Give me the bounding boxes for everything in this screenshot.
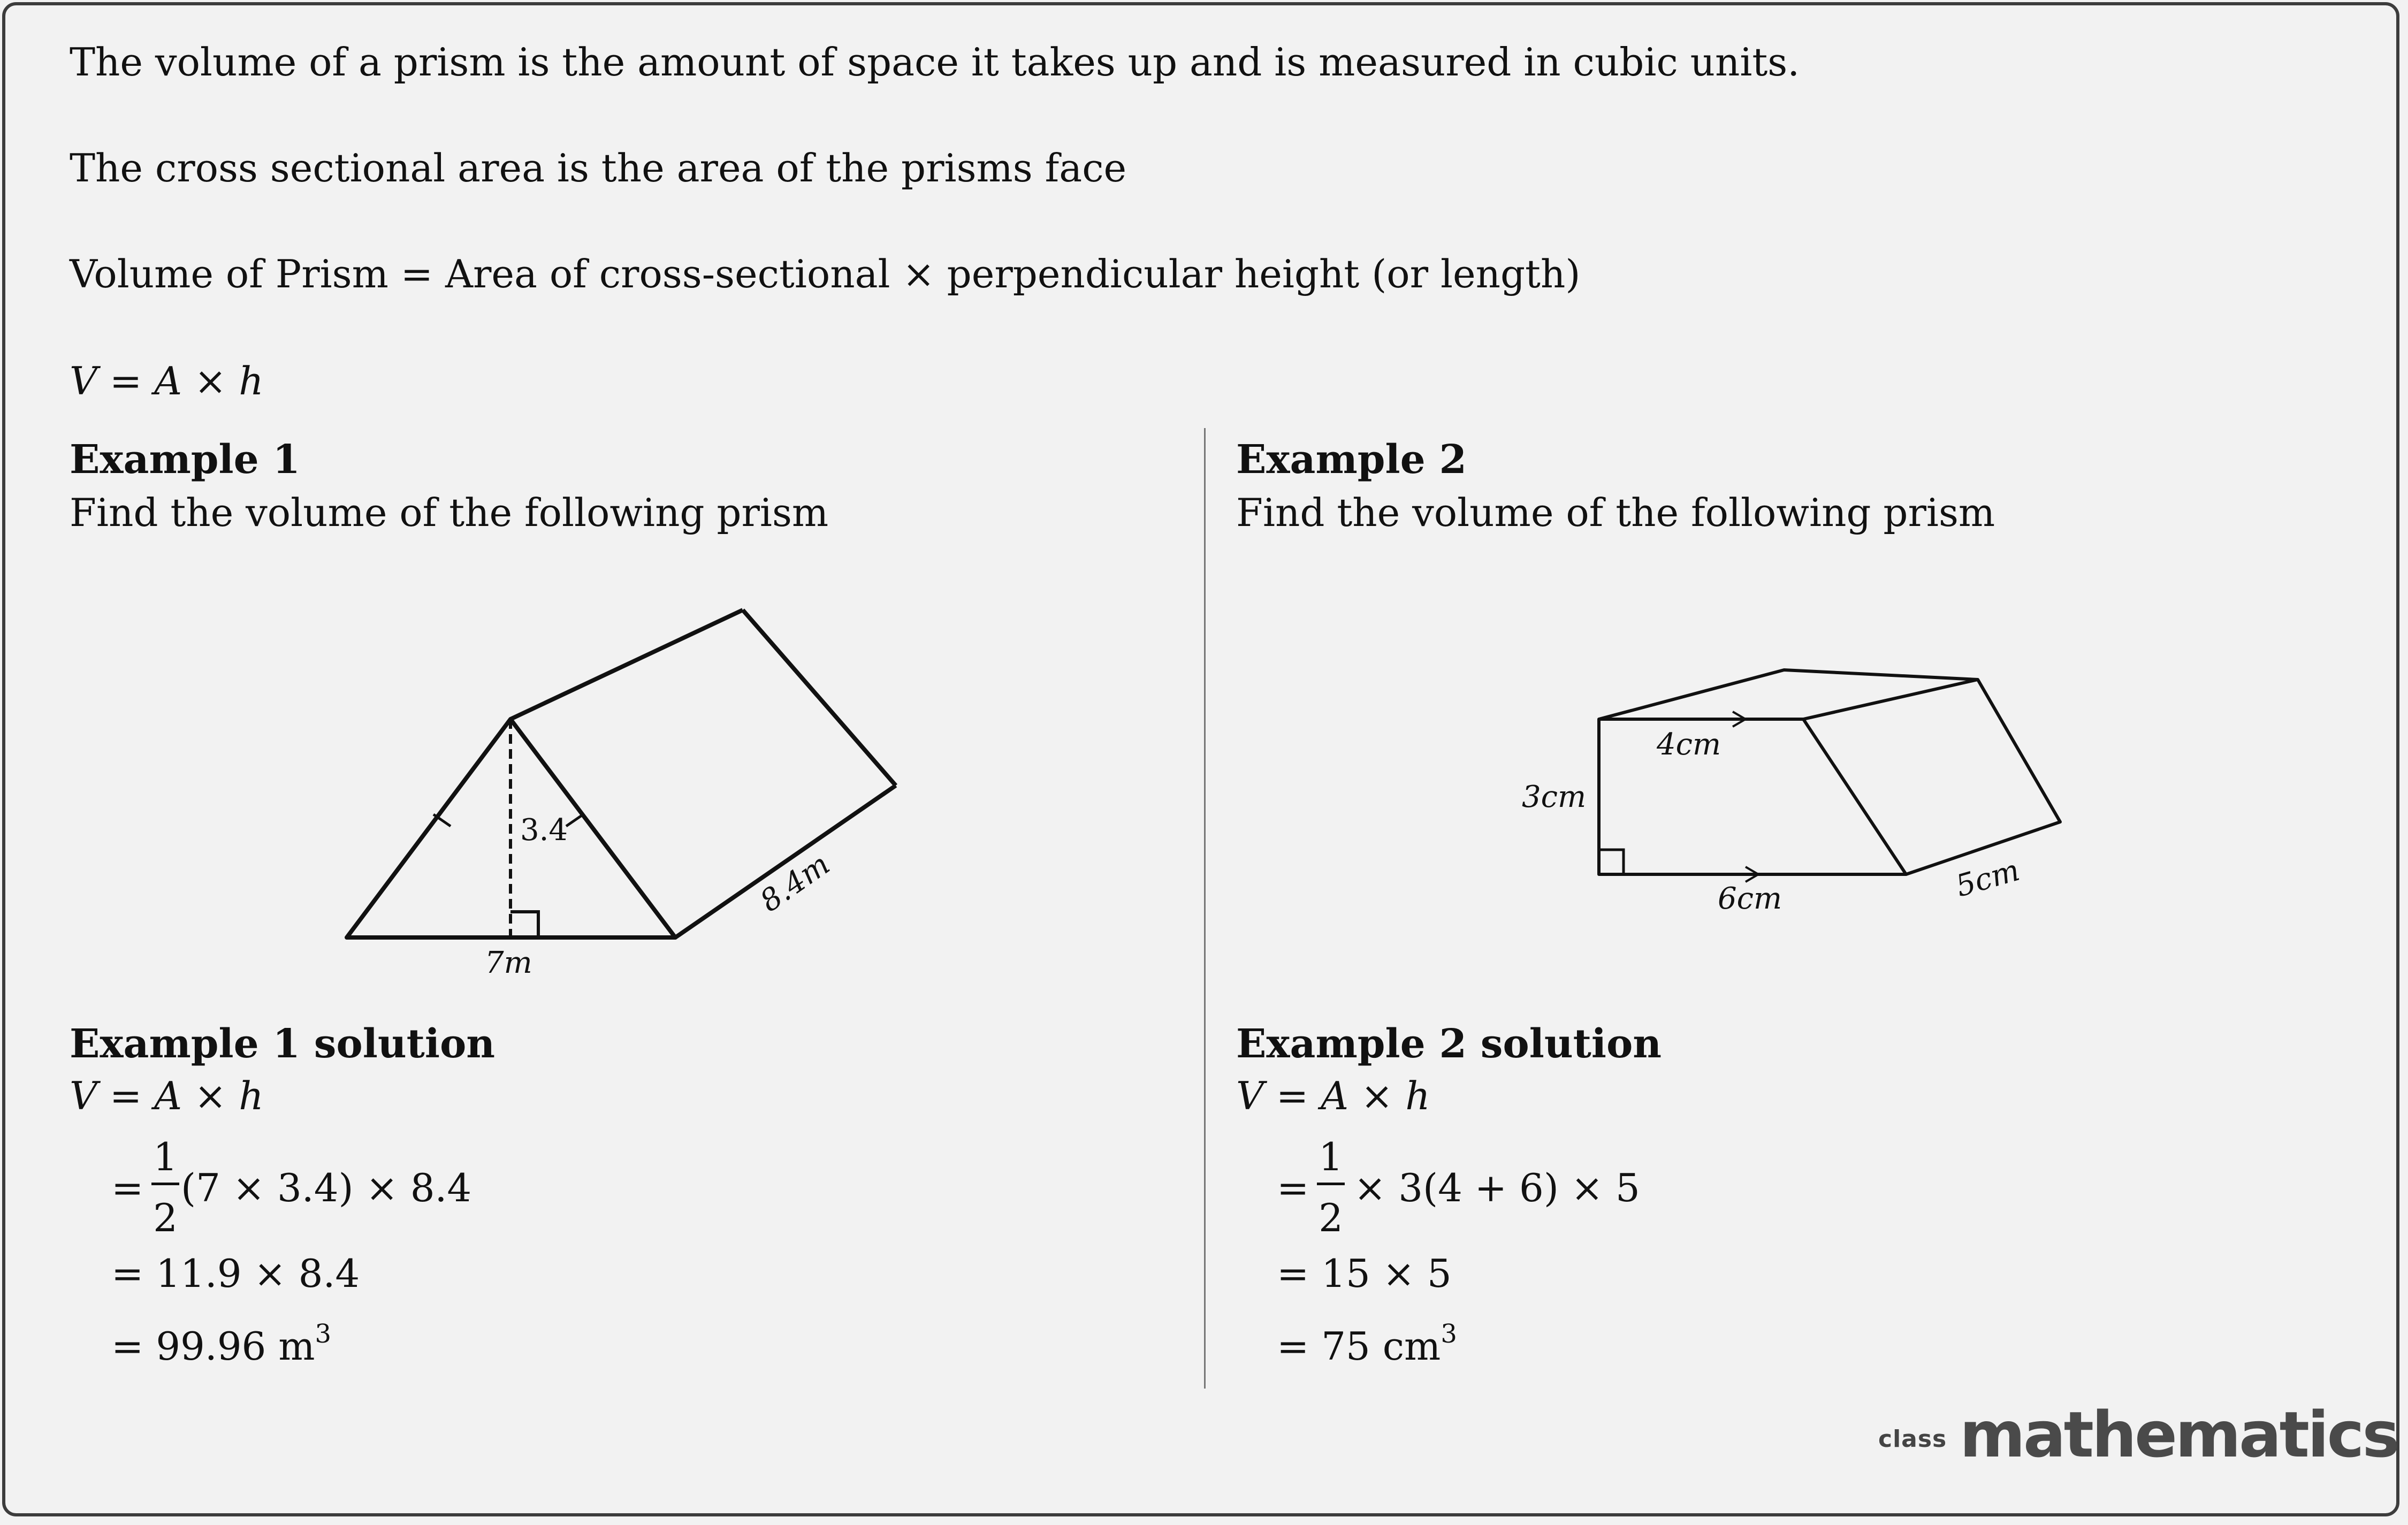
intro-formula: V = A × h xyxy=(70,359,264,403)
class-mathematics-logo xyxy=(1878,1398,2398,1482)
example2-solution-heading: Example 2 solution xyxy=(1236,1021,1662,1067)
example2-fraction-numerator: 1 xyxy=(1319,1134,1343,1179)
example1-height-label: 3.4 xyxy=(520,813,568,848)
logo-name: mathematics xyxy=(1960,1398,2398,1471)
example2-depth-label: 5cm xyxy=(1952,852,2024,904)
example2-height-label: 3cm xyxy=(1522,780,1587,814)
example1-solution-line4 xyxy=(111,1319,332,1369)
example1-answer-exponent: 3 xyxy=(315,1319,332,1349)
example2-solution-line2: × 3(4 + 6) × 5 xyxy=(1354,1165,1640,1210)
intro-line-cross-section: The cross sectional area is the area of the prisms face xyxy=(70,146,1127,190)
example2-fraction-denominator: 2 xyxy=(1319,1195,1343,1240)
example2-solution-line1: V = A × h xyxy=(1236,1073,1430,1118)
example1-prompt: Find the volume of the following prism xyxy=(70,490,829,535)
example2-fraction-bar xyxy=(1317,1183,1345,1185)
example1-solution-heading: Example 1 solution xyxy=(70,1021,496,1067)
example1-answer: = 99.96 m xyxy=(111,1324,315,1369)
example2-top-label: 4cm xyxy=(1657,727,1721,762)
logo-prefix: class xyxy=(1878,1425,1947,1453)
intro-line-volume-rule: Volume of Prism = Area of cross-sectional × perpendicular height (or length) xyxy=(70,251,1581,296)
example2-solution-equals: = xyxy=(1277,1165,1309,1210)
example1-fraction-bar xyxy=(151,1183,179,1185)
example1-solution-line3: = 11.9 × 8.4 xyxy=(111,1251,360,1296)
example2-heading: Example 2 xyxy=(1236,437,1467,483)
example2-bottom-label: 6cm xyxy=(1718,881,1782,916)
example1-length-label: 8.4m xyxy=(753,847,836,919)
example1-solution-line2: (7 × 3.4) × 8.4 xyxy=(181,1165,472,1210)
example1-heading: Example 1 xyxy=(70,437,300,483)
example2-answer: = 75 cm xyxy=(1277,1324,1441,1369)
example1-fraction-denominator: 2 xyxy=(153,1195,178,1240)
intro-line-volume-definition: The volume of a prism is the amount of space it takes up and is measured in cubic units. xyxy=(70,40,1800,85)
example2-prompt: Find the volume of the following prism xyxy=(1236,490,1995,535)
example1-solution-line1: V = A × h xyxy=(70,1073,264,1118)
example1-solution-equals: = xyxy=(111,1165,144,1210)
example2-answer-exponent: 3 xyxy=(1441,1319,1457,1349)
example1-base-label: 7m xyxy=(485,946,532,980)
example1-fraction-numerator: 1 xyxy=(153,1134,178,1179)
example2-solution-line4 xyxy=(1277,1319,1457,1369)
example2-solution-line3: = 15 × 5 xyxy=(1277,1251,1452,1296)
